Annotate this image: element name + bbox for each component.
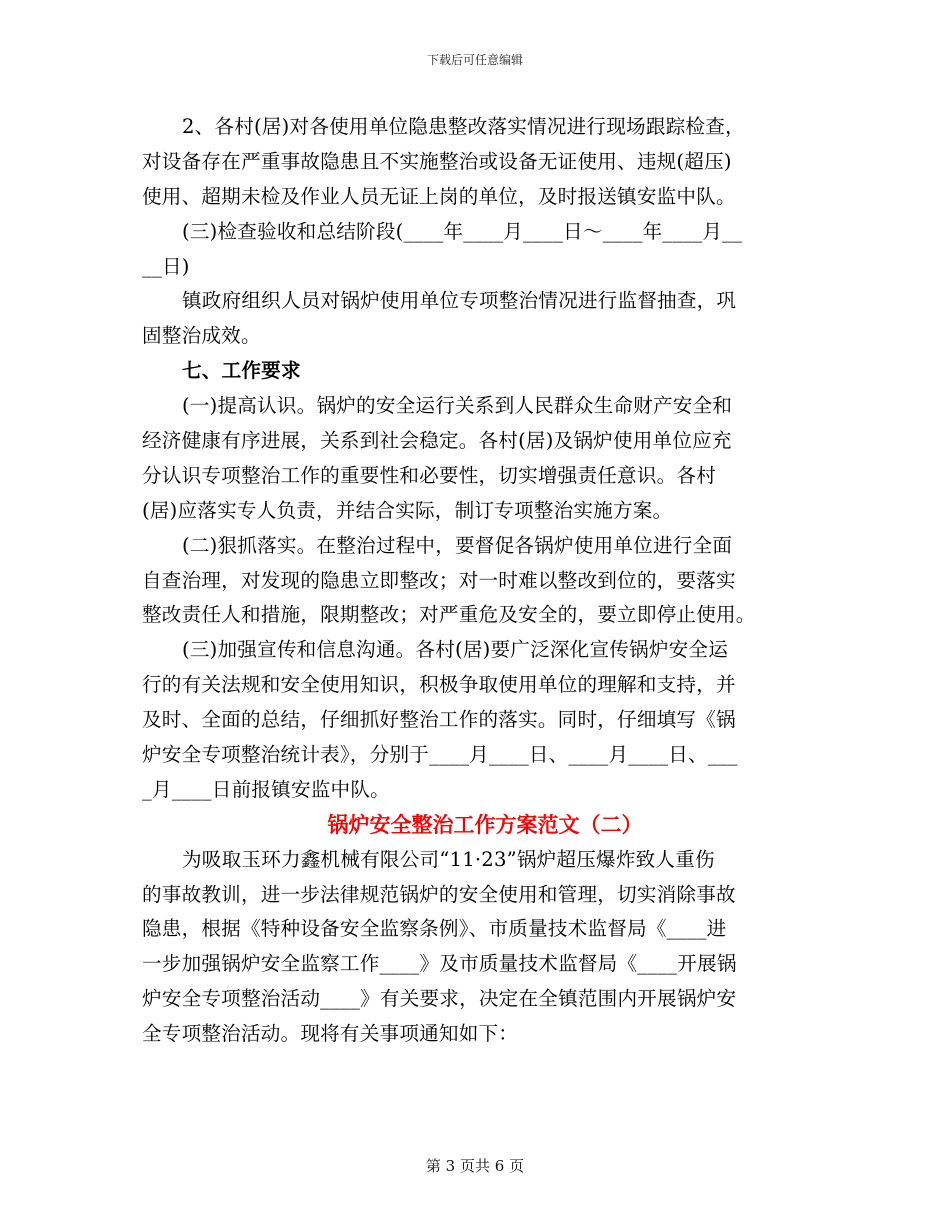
- document-body: [142, 110, 810, 1052]
- paragraph-line: 及时、全面的总结，仔细抓好整治工作的落实。同时，仔细填写《锅: [142, 708, 736, 732]
- paragraph-line: 隐患，根据《特种设备安全监察条例》、市质量技术监督局《____进: [142, 917, 727, 941]
- paragraph-line: 固整治成效。: [142, 324, 261, 348]
- paragraph-line: 的事故教训，进一步法律规范锅炉的安全使用和管理，切实消除事故: [142, 882, 736, 906]
- paragraph-line: 炉安全专项整治统计表》，分别于____月____日、____月____日、___: [142, 743, 738, 767]
- paragraph-line: 分认识专项整治工作的重要性和必要性，切实增强责任意识。各村: [142, 463, 717, 487]
- paragraph-line: (居)应落实专人负责，并结合实际，制订专项整治实施方案。: [142, 498, 673, 522]
- paragraph-line: 对设备存在严重事故隐患且不实施整治或设备无证使用、违规(超压): [142, 149, 732, 173]
- paragraph-line: 全专项整治活动。现将有关事项通知如下：: [142, 1022, 519, 1046]
- paragraph-line: 炉安全专项整治活动____》有关要求，决定在全镇范围内开展锅炉安: [142, 987, 737, 1011]
- paragraph-line: 经济健康有序进展，关系到社会稳定。各村(居)及锅炉使用单位应充: [142, 429, 732, 453]
- paragraph-line: 一步加强锅炉安全监察工作____》及市质量技术监督局《____开展锅: [142, 952, 737, 976]
- page-number: 第 3 页共 6 页: [425, 1157, 525, 1175]
- section-one: [142, 110, 810, 808]
- paragraph-line: 2、各村(居)对各使用单位隐患整改落实情况进行现场跟踪检查，: [182, 115, 745, 138]
- section-heading: 七、工作要求: [182, 359, 301, 383]
- paragraph-line: (二)狠抓落实。在整治过程中，要督促各锅炉使用单位进行全面: [182, 533, 733, 557]
- paragraph-line: _月____日前报镇安监中队。: [142, 777, 390, 801]
- section-two: [142, 843, 810, 1052]
- paragraph-line: (一)提高认识。锅炉的安全运行关系到人民群众生命财产安全和: [182, 394, 733, 418]
- paragraph-line: 为吸取玉环力鑫机械有限公司“11·23”锅炉超压爆炸致人重伤: [182, 847, 715, 871]
- document-title: 锅炉安全整治工作方案范文（二）: [327, 811, 643, 837]
- paragraph-line: (三)检查验收和总结阶段(____年____月____日～____年____月__: [182, 219, 743, 243]
- paragraph-line: 使用、超期未检及作业人员无证上岗的单位，及时报送镇安监中队。: [142, 184, 736, 208]
- paragraph-line: 自查治理，对发现的隐患立即整改；对一时难以整改到位的，要落实: [142, 568, 736, 592]
- paragraph-line: 镇政府组织人员对锅炉使用单位专项整治情况进行监督抽查，巩: [182, 289, 737, 313]
- header-note: 下载后可任意编辑: [426, 53, 523, 67]
- paragraph-line: __日): [142, 254, 190, 278]
- paragraph-line: (三)加强宣传和信息沟通。各村(居)要广泛深化宣传锅炉安全运: [182, 638, 729, 662]
- paragraph-line: 整改责任人和措施，限期整改；对严重危及安全的，要立即停止使用。: [142, 603, 756, 627]
- paragraph-line: 行的有关法规和安全使用知识，积极争取使用单位的理解和支持，并: [142, 673, 736, 697]
